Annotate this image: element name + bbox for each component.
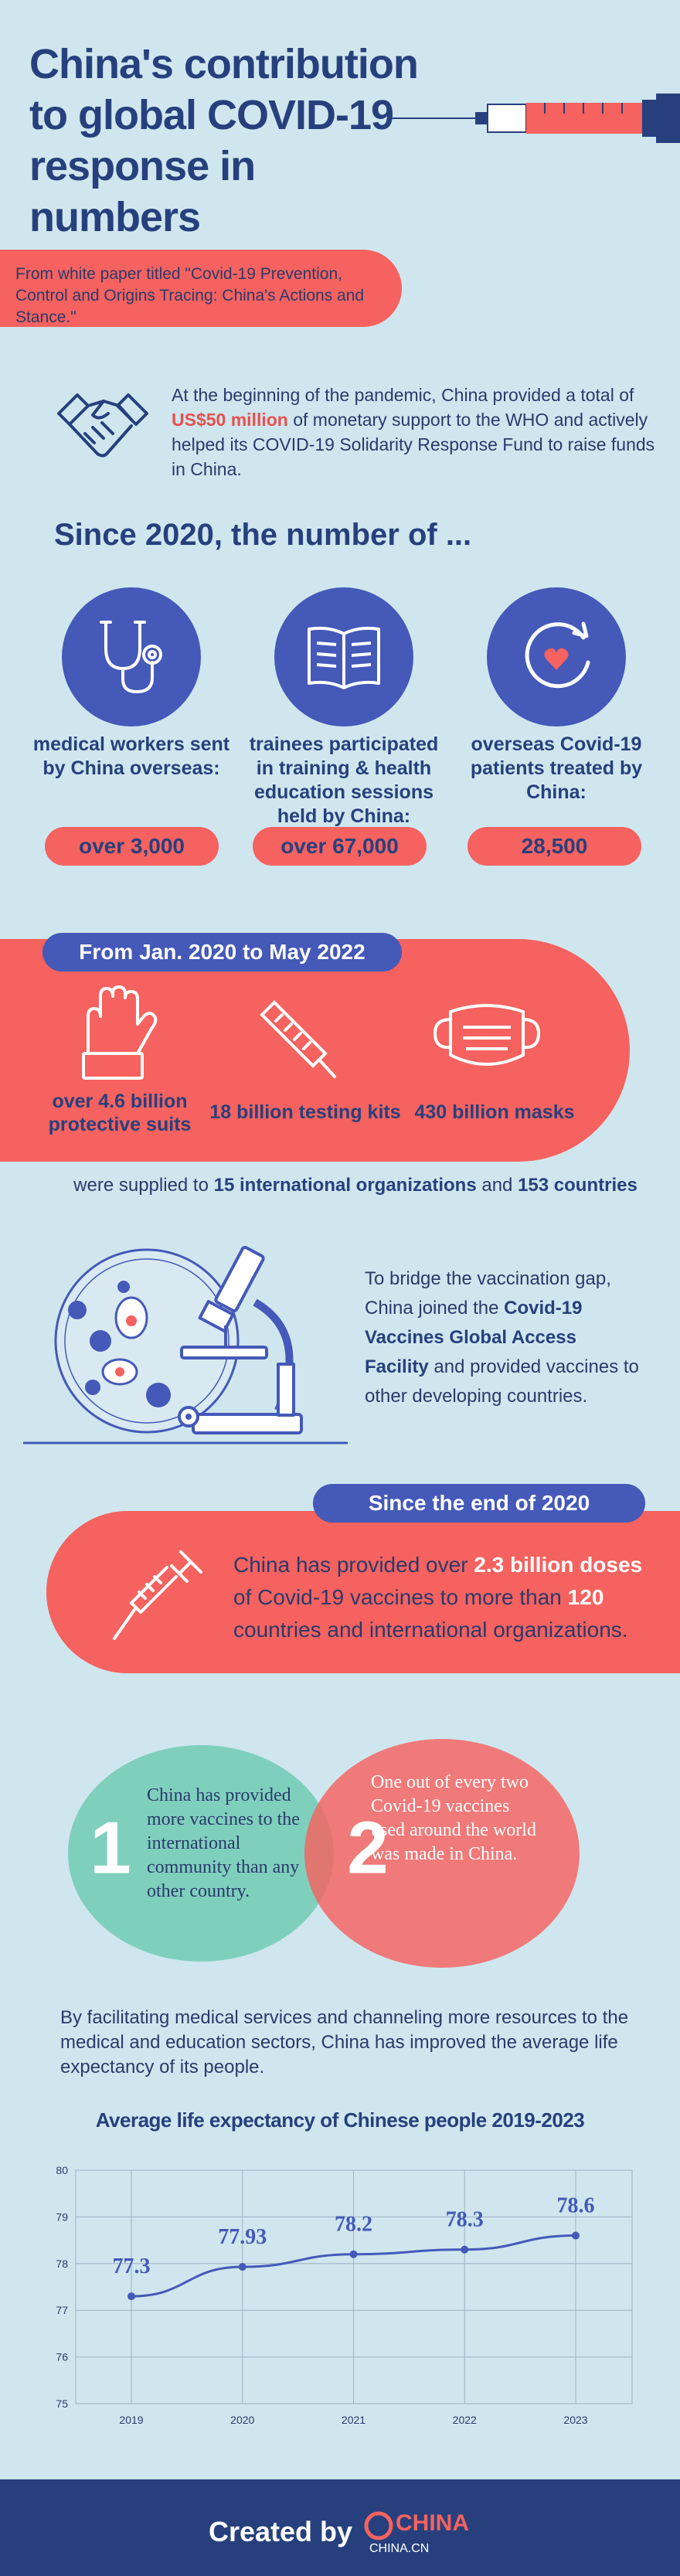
doses-highlight-countries: 120 [567, 1585, 604, 1609]
created-by-label: Created by [209, 2516, 353, 2547]
x-tick-label: 2020 [230, 2414, 255, 2426]
data-label: 77.93 [218, 2225, 267, 2250]
supply-summary-countries: 153 countries [518, 1175, 638, 1196]
supply-summary-mid: and [476, 1175, 518, 1196]
stat-caption-patients: overseas Covid-19 patients treated by China: [470, 733, 643, 803]
life-expectancy-chart [0, 2149, 680, 2427]
supply-label-kits: 18 billion testing kits [209, 1101, 401, 1123]
data-point [239, 2263, 246, 2271]
covax-text-after: and provided vaccines to other developing countries. [365, 1356, 639, 1407]
stethoscope-icon [89, 614, 174, 699]
intro-paragraph [172, 383, 658, 482]
intro-text-after: of monetary support to the WHO and actively helped its COVID-19 Solidarity Response Fund to raise funds in China. [172, 410, 655, 479]
x-tick-label: 2023 [563, 2414, 588, 2426]
venn-right-number: 2 [347, 1806, 389, 1890]
data-label: 78.2 [335, 2212, 372, 2237]
covax-text-before: To bridge the vaccination gap, China joined the [365, 1268, 611, 1319]
stat-caption-trainees: trainees participated in training & health education sessions held by China: [249, 733, 439, 827]
data-label: 78.6 [556, 2193, 595, 2218]
chart-title: Average life expectancy of Chinese people 2019-2023 [95, 2108, 585, 2132]
y-tick-label: 80 [56, 2164, 68, 2176]
stat-value-medical: over 3,000 [45, 827, 219, 866]
supply-summary-orgs: 15 international organizations [213, 1175, 477, 1196]
y-tick-label: 75 [56, 2397, 68, 2410]
stat-value-patients: 28,500 [468, 827, 641, 866]
book-icon [301, 618, 386, 696]
data-label: 77.3 [112, 2254, 151, 2279]
microscope-virus-illustration [23, 1240, 348, 1451]
stat-circle-patients [487, 587, 626, 727]
x-tick-label: 2021 [341, 2414, 366, 2426]
supply-label-masks: 430 billion masks [414, 1101, 575, 1123]
logo-domain: CHINA.CN [369, 2542, 430, 2555]
handshake-icon [54, 383, 151, 469]
doses-text-before: China has provided over [233, 1553, 474, 1577]
x-tick-label: 2019 [119, 2414, 144, 2426]
covax-highlight: Covid-19 Vaccines Global Access Facility [365, 1298, 583, 1377]
stat-caption-medical: medical workers sent by China overseas: [32, 733, 230, 779]
x-tick-label: 2022 [452, 2414, 477, 2426]
vaccine-syringe-icon [107, 1546, 207, 1646]
intro-text-before: At the beginning of the pandemic, China provided a total of [172, 385, 634, 405]
glove-icon [71, 985, 164, 1082]
venn-left-number: 1 [90, 1806, 131, 1890]
data-label: 78.3 [445, 2207, 484, 2232]
venn-right-text: One out of every two Covid-19 vaccines used around the world was made in China. [371, 1772, 536, 1864]
venn-diagram [0, 1739, 680, 1971]
syringe-header-icon [390, 89, 680, 143]
intro-highlight: US$50 million [172, 410, 288, 430]
doses-text-after: countries and international organizations. [233, 1618, 628, 1642]
doses-text-mid: of Covid-19 vaccines to more than [233, 1585, 568, 1609]
supply-period-pill: From Jan. 2020 to May 2022 [42, 933, 402, 972]
stat-circle-medical [62, 587, 201, 727]
data-point [461, 2246, 468, 2254]
doses-highlight-doses: 2.3 billion doses [474, 1553, 643, 1577]
source-note: From white paper titled "Covid-19 Prevention, Control and Origins Tracing: China's Actions and Stance." [0, 250, 402, 327]
since-heading: Since 2020, the number of ... [54, 518, 472, 552]
covax-paragraph [365, 1264, 643, 1411]
data-point [128, 2292, 135, 2300]
y-tick-label: 79 [56, 2210, 68, 2224]
supply-label-suits: over 4.6 billion protective suits [48, 1091, 192, 1135]
mask-icon [429, 993, 545, 1078]
thermometer-icon [251, 993, 344, 1086]
y-tick-label: 76 [56, 2350, 68, 2363]
page-title: China's contribution to global COVID-19 response in numbers [29, 41, 418, 240]
data-point [572, 2232, 580, 2240]
supply-summary-before: were supplied to [73, 1175, 214, 1196]
doses-period-pill: Since the end of 2020 [313, 1484, 645, 1523]
logo-text: CHINA [396, 2510, 469, 2536]
venn-left-text: China has provided more vaccines to the international community than any other country. [147, 1785, 300, 1901]
china-cn-logo [363, 2504, 518, 2558]
life-expectancy-paragraph: By facilitating medical services and channeling more resources to the medical and education sectors, China has improved the average life expectancy of its people. [60, 2007, 629, 2077]
stat-value-trainees: over 67,000 [253, 827, 427, 866]
doses-paragraph [233, 1549, 666, 1646]
y-tick-label: 78 [56, 2257, 68, 2270]
stat-circle-trainees [274, 587, 413, 727]
supply-summary [46, 1175, 665, 1196]
heart-refresh-icon [514, 614, 599, 699]
y-tick-label: 77 [56, 2304, 68, 2317]
data-point [350, 2251, 358, 2258]
